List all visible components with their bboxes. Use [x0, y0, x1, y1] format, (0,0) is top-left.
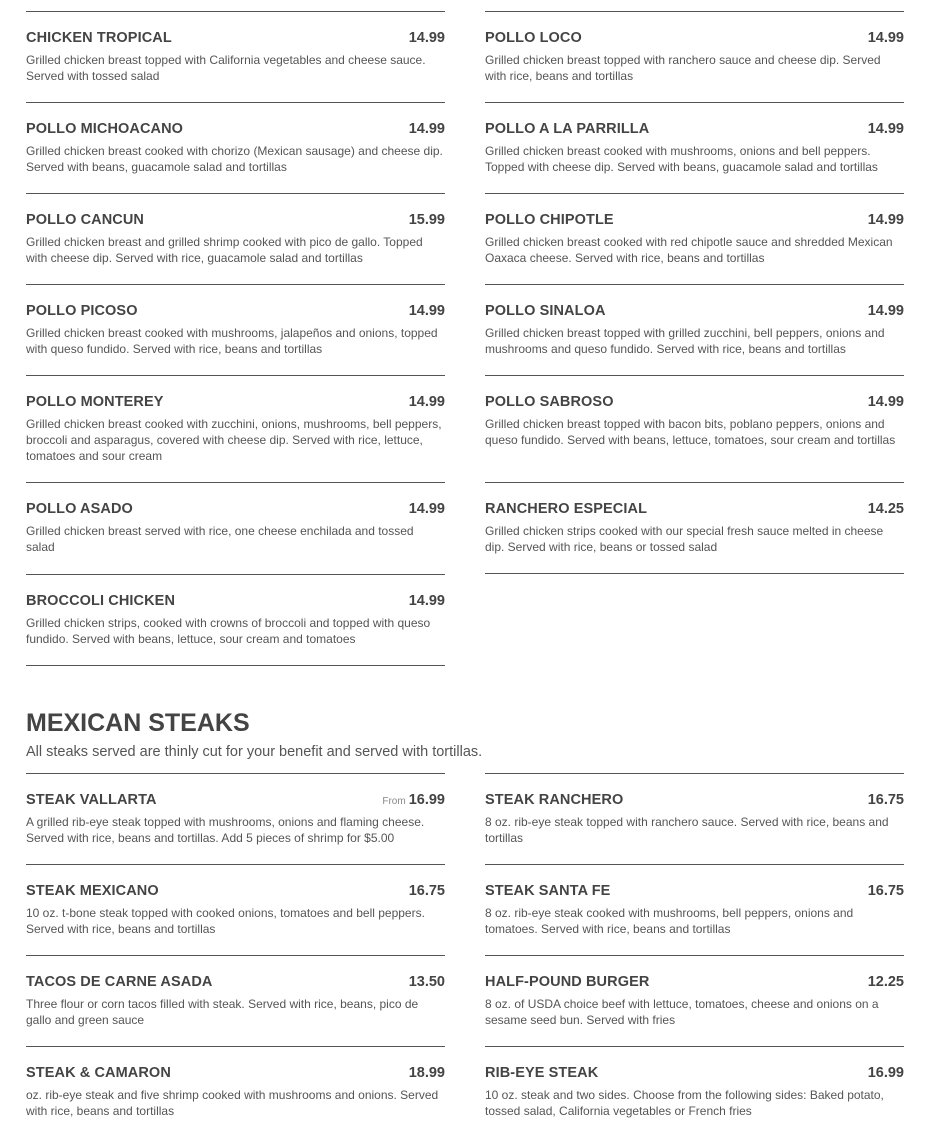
- item-price: 14.99: [408, 501, 445, 517]
- item-description: Grilled chicken breast and grilled shrimp cooked with pico de gallo. Topped with cheese dip. Served with rice, guacamole salad and tortillas: [26, 235, 423, 265]
- item-price: 14.99: [867, 121, 904, 137]
- item-name: POLLO MICHOACANO: [26, 121, 184, 137]
- item-price: 12.25: [867, 974, 904, 990]
- item-description: 10 oz. steak and two sides. Choose from the following sides: Baked potato, tossed salad, California vegetables or French fries: [485, 1088, 884, 1118]
- item-price: 14.99: [867, 303, 904, 319]
- item-description: Grilled chicken breast cooked with mushrooms, onions and bell peppers. Topped with cheese dip. Served with beans, guacamole salad and tortillas: [485, 144, 878, 174]
- item-price: 14.99: [408, 303, 445, 319]
- item-price: 14.99: [408, 30, 445, 46]
- section-subtitle: All steaks served are thinly cut for your benefit and served with tortillas.: [26, 744, 483, 760]
- menu-item: [26, 11, 445, 102]
- item-description: 8 oz. rib-eye steak cooked with mushrooms, bell peppers, onions and tomatoes. Served with rice, beans and tortillas: [485, 906, 854, 936]
- item-description: Grilled chicken breast cooked with chorizo (Mexican sausage) and cheese dip. Served with beans, guacamole salad and tortillas: [26, 144, 443, 174]
- item-price: 14.99: [408, 394, 445, 410]
- menu-item: [485, 11, 904, 102]
- menu-item: [485, 1046, 904, 1137]
- item-name: STEAK SANTA FE: [485, 883, 611, 899]
- menu-item: [485, 864, 904, 955]
- item-price: 16.99: [867, 1065, 904, 1081]
- item-price: 14.99: [867, 394, 904, 410]
- item-name: POLLO A LA PARRILLA: [485, 121, 650, 137]
- menu-item: [26, 1046, 445, 1137]
- item-description: Grilled chicken breast cooked with mushrooms, jalapeños and onions, topped with queso fundido. Served with rice, beans and tortillas: [26, 326, 438, 356]
- item-price: 15.99: [408, 212, 445, 228]
- menu-item: [485, 955, 904, 1046]
- menu-item: [485, 284, 904, 375]
- menu-item: [485, 482, 904, 574]
- menu-item: [26, 482, 445, 574]
- item-price-group: [382, 792, 445, 808]
- item-name: STEAK VALLARTA: [26, 792, 157, 808]
- item-description: 8 oz. of USDA choice beef with lettuce, tomatoes, cheese and onions on a sesame seed bun. Served with fries: [485, 997, 879, 1027]
- menu-item: [485, 193, 904, 284]
- menu-item: [26, 102, 445, 193]
- item-name: RIB-EYE STEAK: [485, 1065, 599, 1081]
- menu-item: [26, 375, 445, 482]
- item-description: Grilled chicken breast topped with ranchero sauce and cheese dip. Served with rice, beans and tortillas: [485, 53, 881, 83]
- item-description: Grilled chicken breast topped with grilled zucchini, bell peppers, onions and mushrooms and queso fundido. Served with rice, beans and tortillas: [485, 326, 885, 356]
- item-name: POLLO LOCO: [485, 30, 582, 46]
- item-price: 14.99: [867, 212, 904, 228]
- item-name: POLLO ASADO: [26, 501, 133, 517]
- item-price: 14.25: [867, 501, 904, 517]
- item-name: STEAK RANCHERO: [485, 792, 624, 808]
- item-name: POLLO CANCUN: [26, 212, 144, 228]
- item-name: STEAK MEXICANO: [26, 883, 159, 899]
- menu-item: [26, 193, 445, 284]
- item-name: POLLO PICOSO: [26, 303, 138, 319]
- item-name: POLLO SINALOA: [485, 303, 606, 319]
- item-name: RANCHERO ESPECIAL: [485, 501, 648, 517]
- menu-item: [26, 864, 445, 955]
- item-name: BROCCOLI CHICKEN: [26, 593, 176, 609]
- item-description: 8 oz. rib-eye steak topped with ranchero sauce. Served with rice, beans and tortillas: [485, 815, 889, 845]
- menu-item: [26, 574, 445, 666]
- item-name: STEAK & CAMARON: [26, 1065, 171, 1081]
- item-price: 16.75: [867, 883, 904, 899]
- chicken-menu-grid: [26, 11, 904, 666]
- item-price: 13.50: [408, 974, 445, 990]
- menu-item: [485, 375, 904, 482]
- item-description: Grilled chicken strips cooked with our special fresh sauce melted in cheese dip. Served with rice, beans or tossed salad: [485, 524, 884, 554]
- price-from-label: From: [382, 796, 406, 807]
- item-name: POLLO SABROSO: [485, 394, 614, 410]
- item-name: TACOS DE CARNE ASADA: [26, 974, 213, 990]
- item-description: Grilled chicken breast topped with California vegetables and cheese sauce. Served with tossed salad: [26, 53, 426, 83]
- item-description: A grilled rib-eye steak topped with mushrooms, onions and flaming cheese. Served with rice, beans and tortillas. Add 5 pieces of shrimp for $5.00: [26, 815, 425, 845]
- menu-item: [26, 284, 445, 375]
- item-price: 16.99: [408, 792, 445, 808]
- item-name: HALF-POUND BURGER: [485, 974, 650, 990]
- menu-item: [26, 773, 445, 864]
- item-price: 16.75: [867, 792, 904, 808]
- empty-cell: [485, 574, 904, 666]
- menu-item: [485, 773, 904, 864]
- item-price: 16.75: [408, 883, 445, 899]
- item-name: POLLO CHIPOTLE: [485, 212, 614, 228]
- item-description: Grilled chicken strips, cooked with crowns of broccoli and topped with queso fundido. Served with beans, lettuce, sour cream and tomatoes: [26, 616, 431, 646]
- item-description: Grilled chicken breast served with rice, one cheese enchilada and tossed salad: [26, 524, 414, 554]
- item-name: POLLO MONTEREY: [26, 394, 164, 410]
- menu-item: [485, 102, 904, 193]
- item-description: Grilled chicken breast topped with bacon bits, poblano peppers, onions and queso fundido. Served with beans, lettuce, tomatoes, sour cream and tortillas: [485, 417, 896, 447]
- item-name: CHICKEN TROPICAL: [26, 30, 172, 46]
- item-price: 14.99: [408, 593, 445, 609]
- item-price: 18.99: [408, 1065, 445, 1081]
- steaks-menu-grid: [26, 773, 904, 1137]
- item-price: 14.99: [408, 121, 445, 137]
- item-description: Grilled chicken breast cooked with zucchini, onions, mushrooms, bell peppers, broccoli and asparagus, covered with cheese dip. Served with rice, lettuce, tomatoes and sour cream: [26, 417, 442, 463]
- section-title: MEXICAN STEAKS: [26, 709, 250, 737]
- item-description: Grilled chicken breast cooked with red chipotle sauce and shredded Mexican Oaxaca cheese. Served with rice, beans and tortillas: [485, 235, 893, 265]
- item-description: Three flour or corn tacos filled with steak. Served with rice, beans, pico de gallo and green sauce: [26, 997, 419, 1027]
- item-description: oz. rib-eye steak and five shrimp cooked with mushrooms and onions. Served with rice, beans and tortillas: [26, 1088, 439, 1118]
- item-description: 10 oz. t-bone steak topped with cooked onions, tomatoes and bell peppers. Served with rice, beans and tortillas: [26, 906, 425, 936]
- menu-item: [26, 955, 445, 1046]
- item-price: 14.99: [867, 30, 904, 46]
